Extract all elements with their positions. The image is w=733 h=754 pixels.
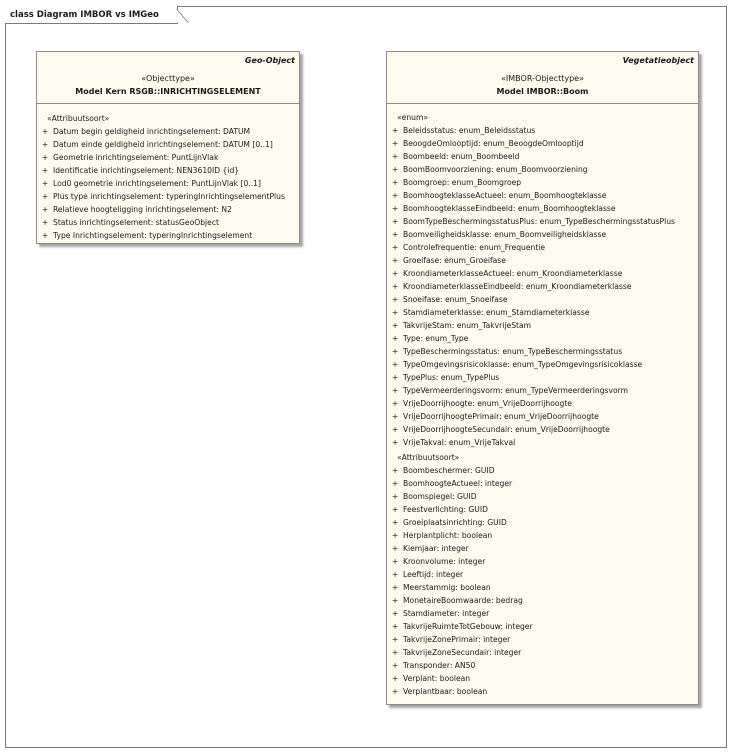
- enum-list: [387, 124, 698, 449]
- attribute-text: Leeftijd: integer: [403, 570, 464, 579]
- attribute-text: KroondiameterklasseEindbeeld: enum_Kroondiameterklasse: [403, 282, 632, 291]
- visibility-marker: +: [391, 334, 399, 343]
- attribute-text: Stamdiameter: integer: [403, 609, 490, 618]
- attribute-row[interactable]: [37, 203, 299, 216]
- attribute-row[interactable]: [387, 529, 698, 542]
- attribute-text: BoomBoomvoorziening: enum_Boomvoorziening: [403, 165, 588, 174]
- attribute-row[interactable]: [387, 267, 698, 280]
- attribute-text: TakvrijeZonePrimair: integer: [403, 635, 511, 644]
- attribute-text: TakvrijeStam: enum_TakvrijeStam: [403, 321, 532, 330]
- attribute-row[interactable]: [387, 555, 698, 568]
- attribute-text: KroondiameterklasseActueel: enum_Kroondiameterklasse: [403, 269, 623, 278]
- visibility-marker: +: [391, 204, 399, 213]
- visibility-marker: +: [391, 139, 399, 148]
- visibility-marker: +: [391, 152, 399, 161]
- attribute-text: BoomTypeBeschermingsstatusPlus: enum_TypeBeschermingsstatusPlus: [403, 217, 675, 226]
- attribute-text: VrijeDoorrijhoogteSecundair: enum_VrijeDoorrijhoogte: [403, 425, 610, 434]
- visibility-marker: +: [41, 153, 49, 162]
- visibility-marker: +: [391, 531, 399, 540]
- attribute-row[interactable]: [387, 254, 698, 267]
- attribute-text: Relatieve hoogteligging inrichtingselement: N2: [53, 205, 232, 214]
- attribute-row[interactable]: [387, 410, 698, 423]
- attribute-row[interactable]: [387, 620, 698, 633]
- attribute-text: Geometrie inrichtingselement: PuntLijnVlak: [53, 153, 219, 162]
- attribute-row[interactable]: [387, 345, 698, 358]
- visibility-marker: +: [41, 218, 49, 227]
- attribute-row[interactable]: [387, 163, 698, 176]
- class-boom[interactable]: [386, 51, 699, 705]
- attribute-text: Controlefrequentie: enum_Frequentie: [403, 243, 546, 252]
- attribute-text: TypeOmgevingsrisicoklasse: enum_TypeOmgevingsrisicoklasse: [403, 360, 643, 369]
- attribute-list: [387, 464, 698, 698]
- attribute-row[interactable]: [37, 190, 299, 203]
- visibility-marker: +: [391, 687, 399, 696]
- section-label-attribuutsoort: «Attribuutsoort»: [47, 114, 110, 123]
- visibility-marker: +: [391, 492, 399, 501]
- visibility-marker: +: [391, 466, 399, 475]
- attribute-row[interactable]: [37, 164, 299, 177]
- section-label-attribuutsoort: «Attribuutsoort»: [397, 453, 460, 462]
- attribute-list: [37, 125, 299, 242]
- attribute-row[interactable]: [387, 397, 698, 410]
- class-inrichtingselement[interactable]: [36, 51, 300, 244]
- visibility-marker: +: [391, 648, 399, 657]
- attribute-row[interactable]: [387, 371, 698, 384]
- attribute-row[interactable]: [387, 189, 698, 202]
- attribute-row[interactable]: [387, 150, 698, 163]
- attribute-text: Boombeeld: enum_Boombeeld: [403, 152, 520, 161]
- attribute-text: Groeifase: enum_Groeifase: [403, 256, 506, 265]
- visibility-marker: +: [41, 127, 49, 136]
- attribute-text: Kroonvolume: integer: [403, 557, 486, 566]
- attribute-row[interactable]: [387, 293, 698, 306]
- visibility-marker: +: [391, 230, 399, 239]
- attribute-row[interactable]: [387, 358, 698, 371]
- attribute-text: Feestverlichting: GUID: [403, 505, 488, 514]
- attribute-text: Groeiplaatsinrichting: GUID: [403, 518, 507, 527]
- attribute-text: Type Inrichtingselement: typeringInrichtingselement: [53, 231, 253, 240]
- attribute-text: Datum begin geldigheid inrichtingselement: DATUM: [53, 127, 251, 136]
- attribute-row[interactable]: [387, 228, 698, 241]
- attribute-text: Verplant: boolean: [403, 674, 471, 683]
- visibility-marker: +: [391, 386, 399, 395]
- visibility-marker: +: [391, 321, 399, 330]
- attribute-text: Meerstammig: boolean: [403, 583, 491, 592]
- attribute-row[interactable]: [387, 607, 698, 620]
- attribute-text: Lod0 geometrie inrichtingselement: PuntLijnVlak [0..1]: [53, 179, 261, 188]
- attribute-text: Datum einde geldigheid inrichtingselement: DATUM [0..1]: [53, 140, 273, 149]
- attribute-row[interactable]: [387, 137, 698, 150]
- visibility-marker: +: [41, 140, 49, 149]
- attribute-row[interactable]: [387, 594, 698, 607]
- attribute-text: Type: enum_Type: [403, 334, 469, 343]
- visibility-marker: +: [41, 166, 49, 175]
- visibility-marker: +: [391, 373, 399, 382]
- visibility-marker: +: [391, 505, 399, 514]
- attribute-row[interactable]: [387, 241, 698, 254]
- attribute-text: VrijeDoorrijhoogtePrimair: enum_VrijeDoorrijhoogte: [403, 412, 599, 421]
- visibility-marker: +: [391, 438, 399, 447]
- parent-type-label: Geo-Object: [244, 56, 295, 65]
- attribute-text: TakvrijeZoneSecundair: integer: [403, 648, 522, 657]
- attribute-text: Stamdiameterklasse: enum_Stamdiameterklasse: [403, 308, 590, 317]
- attribute-row[interactable]: [387, 436, 698, 449]
- attribute-row[interactable]: [387, 503, 698, 516]
- attribute-text: Status inrichtingselement: statusGeoObject: [53, 218, 219, 227]
- visibility-marker: +: [391, 570, 399, 579]
- visibility-marker: +: [391, 661, 399, 670]
- attribute-row[interactable]: [387, 633, 698, 646]
- attribute-row[interactable]: [37, 151, 299, 164]
- visibility-marker: +: [391, 609, 399, 618]
- attribute-row[interactable]: [387, 516, 698, 529]
- attribute-row[interactable]: [387, 423, 698, 436]
- attribute-row[interactable]: [37, 177, 299, 190]
- attribute-text: Boomspiegel: GUID: [403, 492, 477, 501]
- visibility-marker: +: [391, 596, 399, 605]
- attribute-text: Plus type inrichtingselement: typeringInrichtingselementPlus: [53, 192, 285, 201]
- attribute-text: VrijeDoorrijhoogte: enum_VrijeDoorrijhoogte: [403, 399, 572, 408]
- attribute-text: Herplantplicht: boolean: [403, 531, 493, 540]
- attribute-text: VrijeTakval: enum_VrijeTakval: [403, 438, 516, 447]
- attribute-row[interactable]: [387, 280, 698, 293]
- visibility-marker: +: [391, 295, 399, 304]
- attribute-row[interactable]: [387, 306, 698, 319]
- visibility-marker: +: [391, 256, 399, 265]
- attribute-row[interactable]: [387, 464, 698, 477]
- attribute-text: Snoeifase: enum_Snoeifase: [403, 295, 508, 304]
- visibility-marker: +: [391, 479, 399, 488]
- stereotype-label: «IMBOR-Objecttype»: [501, 74, 584, 83]
- attribute-row[interactable]: [387, 477, 698, 490]
- attribute-text: Boomveiligheidsklasse: enum_Boomveiligheidsklasse: [403, 230, 607, 239]
- attribute-text: TakvrijeRuimteTotGebouw: integer: [403, 622, 533, 631]
- stereotype-label: «Objecttype»: [141, 74, 195, 83]
- section-label-enum: «enum»: [397, 113, 428, 122]
- attribute-text: MonetaireBoomwaarde: bedrag: [403, 596, 523, 605]
- attribute-text: Beleidsstatus: enum_Beleidsstatus: [403, 126, 536, 135]
- parent-type-label: Vegetatieobject: [622, 56, 694, 65]
- attribute-row[interactable]: [387, 215, 698, 228]
- visibility-marker: +: [41, 192, 49, 201]
- attribute-text: BoomhoogteklasseActueel: enum_Boomhoogteklasse: [403, 191, 607, 200]
- attribute-row[interactable]: [387, 319, 698, 332]
- visibility-marker: +: [391, 269, 399, 278]
- visibility-marker: +: [391, 191, 399, 200]
- visibility-marker: +: [391, 217, 399, 226]
- attribute-row[interactable]: [387, 581, 698, 594]
- attribute-row[interactable]: [387, 124, 698, 137]
- attribute-row[interactable]: [387, 332, 698, 345]
- attribute-text: Boombeschermer: GUID: [403, 466, 495, 475]
- visibility-marker: +: [391, 674, 399, 683]
- attribute-row[interactable]: [37, 138, 299, 151]
- visibility-marker: +: [391, 583, 399, 592]
- attribute-text: BoomhoogteActueel: integer: [403, 479, 513, 488]
- attribute-text: Boomgroep: enum_Boomgroep: [403, 178, 522, 187]
- visibility-marker: +: [391, 360, 399, 369]
- visibility-marker: +: [391, 622, 399, 631]
- visibility-marker: +: [391, 518, 399, 527]
- diagram-title: class Diagram IMBOR vs IMGeo: [5, 6, 178, 24]
- attribute-text: TypeVermeerderingsvorm: enum_TypeVermeerderingsvorm: [403, 386, 629, 395]
- attribute-text: BeoogdeOmlooptijd: enum_BeoogdeOmlooptijd: [403, 139, 584, 148]
- class-name: Model IMBOR::Boom: [496, 87, 589, 96]
- visibility-marker: +: [391, 347, 399, 356]
- attribute-row[interactable]: [387, 542, 698, 555]
- visibility-marker: +: [41, 231, 49, 240]
- visibility-marker: +: [41, 179, 49, 188]
- visibility-marker: +: [391, 126, 399, 135]
- class-name: Model Kern RSGB::INRICHTINGSELEMENT: [75, 87, 261, 96]
- attribute-row[interactable]: [387, 646, 698, 659]
- attribute-row[interactable]: [37, 216, 299, 229]
- attribute-row[interactable]: [37, 125, 299, 138]
- visibility-marker: +: [391, 178, 399, 187]
- attribute-row[interactable]: [387, 672, 698, 685]
- attribute-row[interactable]: [387, 202, 698, 215]
- attribute-text: Transponder: AN50: [403, 661, 476, 670]
- visibility-marker: +: [391, 282, 399, 291]
- attribute-text: TypeBeschermingsstatus: enum_TypeBeschermingsstatus: [403, 347, 623, 356]
- attribute-row[interactable]: [387, 568, 698, 581]
- attribute-text: Verplantbaar: boolean: [403, 687, 488, 696]
- visibility-marker: +: [391, 308, 399, 317]
- visibility-marker: +: [391, 557, 399, 566]
- visibility-marker: +: [391, 544, 399, 553]
- attribute-text: Identificatie inrichtingselement: NEN3610ID {id}: [53, 166, 240, 175]
- attribute-row[interactable]: [387, 176, 698, 189]
- visibility-marker: +: [41, 205, 49, 214]
- visibility-marker: +: [391, 412, 399, 421]
- attribute-row[interactable]: [387, 490, 698, 503]
- attribute-row[interactable]: [387, 384, 698, 397]
- attribute-text: Kiemjaar: integer: [403, 544, 469, 553]
- visibility-marker: +: [391, 425, 399, 434]
- visibility-marker: +: [391, 243, 399, 252]
- visibility-marker: +: [391, 635, 399, 644]
- attribute-row[interactable]: [37, 229, 299, 242]
- attribute-row[interactable]: [387, 659, 698, 672]
- attribute-text: TypePlus: enum_TypePlus: [403, 373, 500, 382]
- attribute-row[interactable]: [387, 685, 698, 698]
- attribute-text: BoomhoogteklasseEindbeeld: enum_Boomhoogteklasse: [403, 204, 616, 213]
- visibility-marker: +: [391, 399, 399, 408]
- visibility-marker: +: [391, 165, 399, 174]
